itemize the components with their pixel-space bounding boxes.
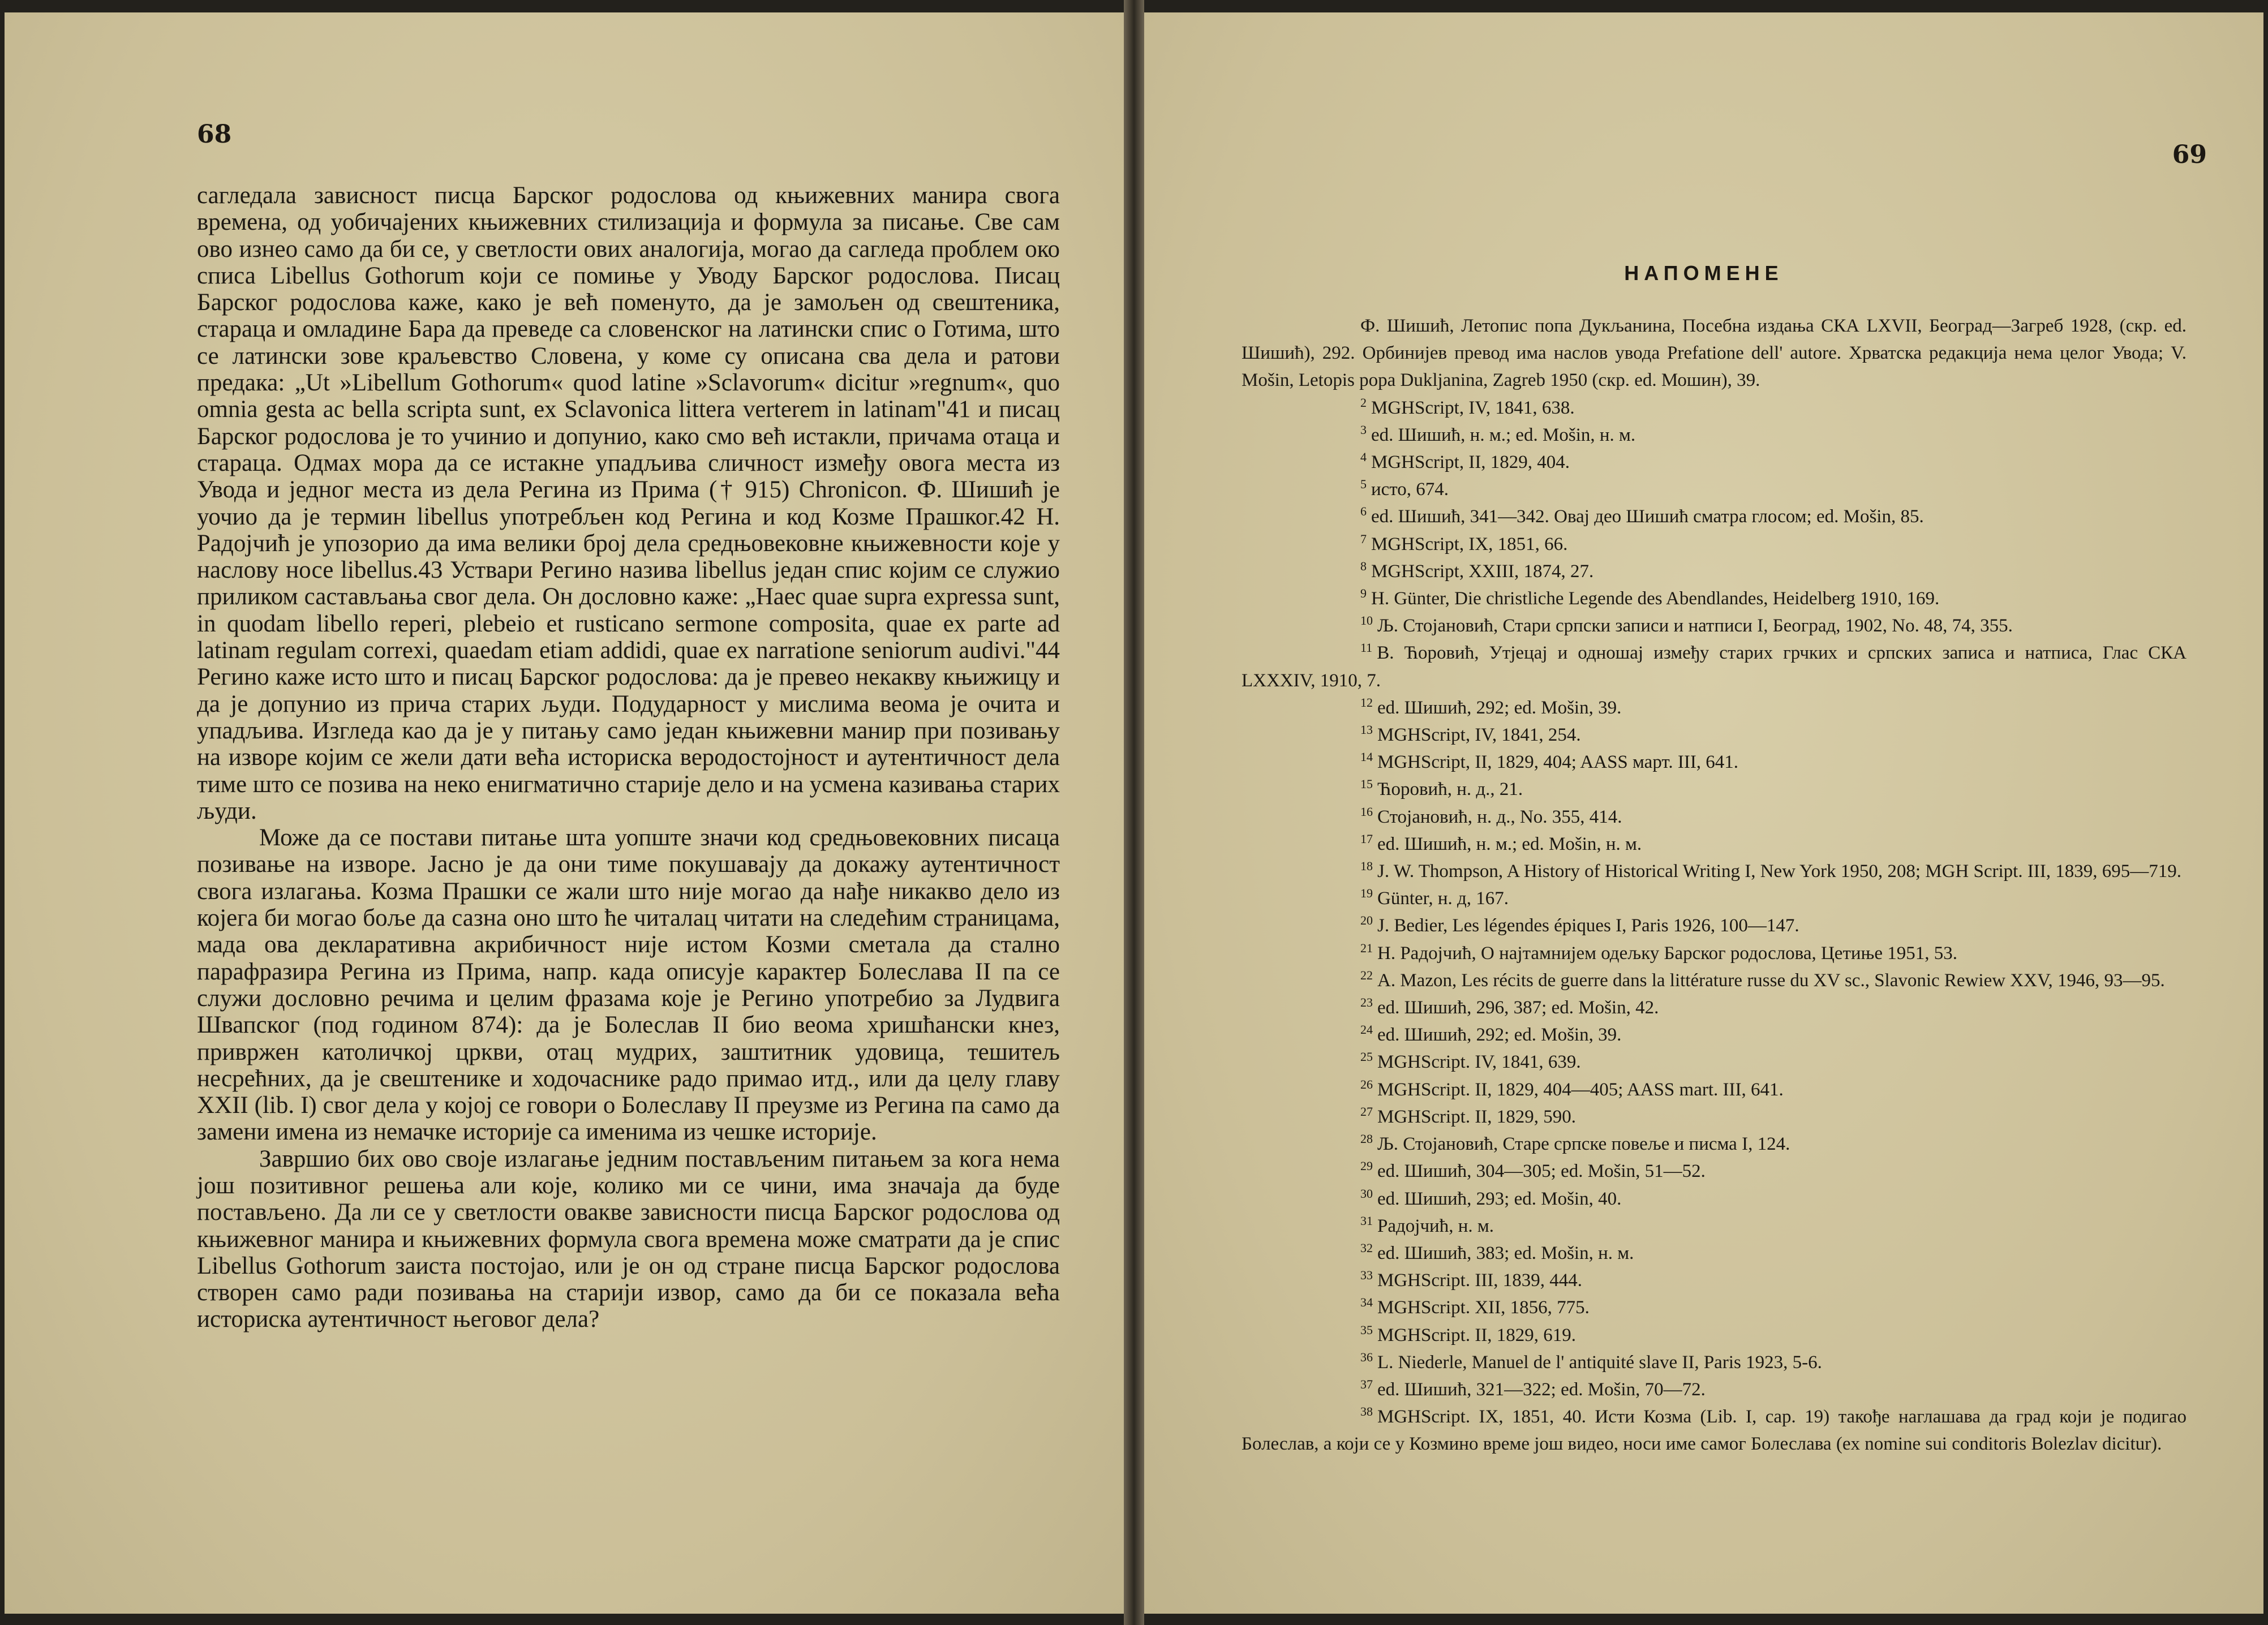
footnote-text: Љ. Стојановић, Стари српски записи и натписи I, Београд, 1902, No. 48, 74, 355. bbox=[1377, 616, 2013, 637]
footnote-number: 35 bbox=[1360, 1322, 1373, 1337]
footnote-number: 32 bbox=[1360, 1240, 1373, 1255]
paragraph: Завршио бих ово своје излагање једним постављеним питањем за кога нема још позитивног решења али које, колико ми се чини, има значаја да буде постављено. Да ли се у светлости овакве зависности писца Барског родослова од књижевног манира и књижевних формула свога времена може сматрати да је спис Libellus Gothorum заиста постојао, или је он од стране писца Барског родослова створен само ради позивања на старији извор, само да би се показала већа историска аутентичност његовог дела? bbox=[197, 1145, 1060, 1333]
footnote-text: ed. Шишић, 321—322; ed. Mošin, 70—72. bbox=[1377, 1379, 1706, 1400]
footnote-text: В. Ћоровић, Утјецај и одношај између старих грчких и српских записа и натписа, Глас СКА LXXXIV, 1910, 7. bbox=[1242, 643, 2187, 691]
footnote bbox=[1242, 994, 2187, 1021]
footnote-text: ed. Шишић, н. м.; ed. Mošin, н. м. bbox=[1377, 833, 1642, 854]
footnote-number: 16 bbox=[1360, 804, 1373, 819]
footnote bbox=[1242, 912, 2187, 939]
footnote-text: ed. Шишић, 341—342. Овај део Шишић сматра глосом; ed. Mošin, 85. bbox=[1371, 506, 1924, 527]
footnote bbox=[1242, 1130, 2187, 1158]
footnote-number: 36 bbox=[1360, 1349, 1373, 1364]
footnote bbox=[1242, 312, 2187, 394]
footnote bbox=[1242, 1185, 2187, 1213]
footnote-number: 9 bbox=[1360, 586, 1367, 601]
footnote-number: 17 bbox=[1360, 831, 1373, 846]
body-text bbox=[197, 182, 1060, 1333]
footnote bbox=[1242, 558, 2187, 585]
footnote-text: Ф. Шишић, Летопис попа Дукљанина, Посебна издања СКА LXVII, Београд—Загреб 1928, (скр. ed. Шишић), 292. Орбинијев превод има наслов увода Prefatione dell' autore. Хрватска редакција нема целог Увода; V. Mošin, Letopis popa Dukljanina, Zagreb 1950 (скр. ed. Мошин), 39. bbox=[1242, 316, 2187, 391]
footnote-number: 14 bbox=[1360, 750, 1373, 764]
footnote bbox=[1242, 503, 2187, 530]
footnote bbox=[1242, 1076, 2187, 1103]
footnote-number: 11 bbox=[1360, 640, 1373, 655]
footnote-number: 37 bbox=[1360, 1377, 1373, 1391]
footnote-text: J. W. Thompson, A History of Historical Writing I, New York 1950, 208; MGH Script. III, 1839, 695—719. bbox=[1377, 861, 2182, 882]
footnote bbox=[1242, 1403, 2187, 1458]
footnote-text: H. Günter, Die christliche Legende des Abendlandes, Heidelberg 1910, 169. bbox=[1371, 588, 1940, 609]
footnote bbox=[1242, 1048, 2187, 1076]
footnote-number: 13 bbox=[1360, 723, 1373, 737]
footnote bbox=[1242, 1294, 2187, 1321]
footnote-text: ed. Шишић, 304—305; ed. Mošin, 51—52. bbox=[1377, 1161, 1706, 1182]
footnote-number: 19 bbox=[1360, 886, 1373, 901]
footnote-text: MGHScript, XXIII, 1874, 27. bbox=[1371, 561, 1594, 582]
footnote-number: 3 bbox=[1360, 422, 1367, 437]
notes-list bbox=[1242, 312, 2187, 1458]
footnote-number: 7 bbox=[1360, 531, 1367, 546]
footnote bbox=[1242, 831, 2187, 858]
footnote-text: ed. Шишић, 292; ed. Mošin, 39. bbox=[1377, 697, 1622, 718]
footnote bbox=[1242, 1267, 2187, 1294]
footnote bbox=[1242, 422, 2187, 449]
footnote-number: 22 bbox=[1360, 968, 1373, 982]
footnote-text: MGHScript, II, 1829, 404; AASS март. III, 641. bbox=[1377, 752, 1739, 773]
footnote bbox=[1242, 531, 2187, 558]
footnote bbox=[1242, 803, 2187, 831]
footnote-number: 8 bbox=[1360, 558, 1367, 573]
footnote bbox=[1242, 585, 2187, 612]
footnote-text: Ћоровић, н. д., 21. bbox=[1377, 779, 1523, 800]
footnote bbox=[1242, 1349, 2187, 1376]
footnote-number: 12 bbox=[1360, 695, 1373, 710]
footnote bbox=[1242, 940, 2187, 967]
footnote-number: 18 bbox=[1360, 859, 1373, 874]
footnote-number: 31 bbox=[1360, 1213, 1373, 1228]
footnote-text: ed. Шишић, 293; ed. Mošin, 40. bbox=[1377, 1188, 1622, 1209]
footnote-number: 29 bbox=[1360, 1159, 1373, 1173]
footnote-text: ed. Шишић, 292; ed. Mošin, 39. bbox=[1377, 1025, 1622, 1046]
footnote-text: Љ. Стојановић, Старе српске повеље и писма I, 124. bbox=[1377, 1134, 1790, 1155]
footnote-text: исто, 674. bbox=[1371, 479, 1449, 500]
footnote-number: 21 bbox=[1360, 940, 1373, 955]
page-number: 68 bbox=[197, 120, 232, 149]
footnote-text: Радојчић, н. м. bbox=[1377, 1215, 1494, 1236]
footnote bbox=[1242, 1158, 2187, 1185]
footnote-number: 10 bbox=[1360, 613, 1373, 628]
paragraph: сагледала зависност писца Барског родослова од књижевних манира свога времена, од уобичајених књижевних стилизација и формула за писање. Све сам ово изнео само да би се, у светлости ових аналогија, могао да сагледа проблем око списа Libellus Gothorum који се помиње у Уводу Барског родослова. Писац Барског родослова каже, како је већ поменуто, да је замољен од свештеника, стараца и омладине Бара да преведе са словенског на латински спис о Готима, што се латински зове краљевство Словена, у коме су описана сва дела и ратови предака: „Ut »Libellum Gothorum« quod latine »Sclavorum« dicitur »regnum«, quo omnia gesta ac bella scripta sunt, ex Sclavonica littera verterem in latinam"41 и писац Барског родослова је то учинио и допунио, како смо већ истакли, причама отаца и стараца. Одмах мора да се истакне упадљива сличност између овога места из Увода и једног места из дела Регина из Прима († 915) Chronicon. Ф. Шишић је уочио да је термин libellus употребљен код Регина и код Козме Прашког.42 Н. Радојчић је упозорио да има велики број дела средњовековне књижевности које у наслову носе libellus.43 Уствари Регино назива libellus један спис којим се служио приликом састављања свог дела. Он дословно каже: „Haec quae supra expressa sunt, in quodam libello reperi, plebeio et rusticano sermone composita, quae ex parte ad latinam regulam correxi, quaedam etiam addidi, quae ex narratione seniorum audivi."44 Регино каже исто што и писац Барског родослова: да је превео некакву књижицу и да је допунио из прича старих људи. Подударност у мислима веома је очита и упадљива. Изгледа као да је у питању само један књижевни манир при позивању на изворе којим се жели дати већа историска веродостојност и аутентичност дела тиме што се позива на неко енигматично старије дело и на усмена казивања старих људи. bbox=[197, 182, 1060, 824]
footnote-text: MGHScript, IV, 1841, 638. bbox=[1371, 397, 1575, 418]
footnote-text: MGHScript, IX, 1851, 66. bbox=[1371, 534, 1568, 554]
footnote-number: 20 bbox=[1360, 913, 1373, 928]
footnote-text: ed. Шишић, 383; ed. Mošin, н. м. bbox=[1377, 1243, 1634, 1263]
footnote bbox=[1242, 749, 2187, 776]
footnote bbox=[1242, 885, 2187, 912]
footnote bbox=[1242, 449, 2187, 476]
footnote bbox=[1242, 776, 2187, 803]
footnote-number: 34 bbox=[1360, 1295, 1373, 1310]
footnote-number: 27 bbox=[1360, 1104, 1373, 1119]
footnote-number: 15 bbox=[1360, 777, 1373, 792]
footnote-text: ed. Шишић, 296, 387; ed. Mošin, 42. bbox=[1377, 998, 1659, 1018]
footnote-text: MGHScript. IV, 1841, 639. bbox=[1377, 1052, 1581, 1073]
footnote bbox=[1242, 394, 2187, 422]
book-gutter bbox=[1124, 0, 1144, 1625]
footnote bbox=[1242, 639, 2187, 694]
footnote-number: 2 bbox=[1360, 395, 1367, 410]
footnote-text: ed. Шишић, н. м.; ed. Mošin, н. м. bbox=[1371, 424, 1636, 445]
footnote-number: 6 bbox=[1360, 504, 1367, 519]
footnote-number: 33 bbox=[1360, 1268, 1373, 1283]
footnote-text: MGHScript. XII, 1856, 775. bbox=[1377, 1297, 1590, 1318]
footnote bbox=[1242, 967, 2187, 994]
footnote bbox=[1242, 1322, 2187, 1349]
left-page bbox=[5, 12, 1124, 1614]
footnote bbox=[1242, 858, 2187, 885]
footnote bbox=[1242, 1213, 2187, 1240]
footnote-text: MGHScript. II, 1829, 619. bbox=[1377, 1325, 1577, 1345]
footnote-text: A. Mazon, Les récits de guerre dans la littérature russe du XV sc., Slavonic Rewiew XXV, 1946, 93—95. bbox=[1377, 970, 2165, 991]
paragraph: Може да се постави питање шта уопште значи код средњовековних писаца позивање на изворе. Јасно је да они тиме покушавају да докажу аутентичност свога излагања. Козма Прашки се жали што није могао да нађе никакво дело из којега би могао боље да сазна оно што ће читалац читати на следећим страницама, мада ова декларативна акрибичност није истом Козми сметала да стално парафразира Регина из Прима, напр. када описује карактер Болеслава II па се служи дословно речима и целим фразама које је Регино употребио за Лудвига Швапског (под годином 874): да је Болеслав II био веома хришћански кнез, привржен католичкој цркви, отац мудрих, заштитник удовица, тешитељ несрећних, да је свештенике и ходочаснике радо примао итд., или да целу главу XXII (lib. I) свог дела у којој се говори о Болеславу II преузме из Регина па само да замени имена из немачке историје са именима из чешке историје. bbox=[197, 824, 1060, 1146]
footnote-text: MGHScript, II, 1829, 404. bbox=[1371, 452, 1570, 473]
footnote-text: MGHScript. II, 1829, 404—405; AASS mart. III, 641. bbox=[1377, 1079, 1784, 1100]
footnote-text: MGHScript. III, 1839, 444. bbox=[1377, 1270, 1583, 1291]
footnote-number: 25 bbox=[1360, 1050, 1373, 1064]
footnote-text: MGHScript, IV, 1841, 254. bbox=[1377, 725, 1581, 746]
footnote-number: 30 bbox=[1360, 1186, 1373, 1201]
footnote-number: 28 bbox=[1360, 1132, 1373, 1146]
footnote-number: 4 bbox=[1360, 450, 1367, 465]
footnote-number: 5 bbox=[1360, 477, 1367, 492]
footnote bbox=[1242, 721, 2187, 749]
footnote bbox=[1242, 694, 2187, 721]
footnote bbox=[1242, 612, 2187, 639]
footnote-text: Günter, н. д, 167. bbox=[1377, 888, 1509, 909]
footnote bbox=[1242, 1103, 2187, 1130]
footnote-number: 23 bbox=[1360, 995, 1373, 1010]
footnote-number: 24 bbox=[1360, 1022, 1373, 1037]
footnote-text: L. Niederle, Manuel de l' antiquité slave II, Paris 1923, 5-6. bbox=[1377, 1352, 1822, 1373]
footnote-text: J. Bedier, Les légendes épiques I, Paris 1926, 100—147. bbox=[1377, 915, 1799, 936]
footnote bbox=[1242, 1240, 2187, 1267]
footnote-text: MGHScript. IX, 1851, 40. Исти Козма (Lib. I, cap. 19) такође наглашава да град који је подигао Болеслав, а који се у Козмино време још видео, носи име самог Болеслава (ex nomine sui conditoris Bolezlav dicitur). bbox=[1242, 1407, 2187, 1455]
footnote bbox=[1242, 1021, 2187, 1048]
footnote-text: MGHScript. II, 1829, 590. bbox=[1377, 1106, 1577, 1127]
notes-heading: НАПОМЕНЕ bbox=[1624, 261, 1784, 285]
footnote bbox=[1242, 476, 2187, 503]
footnote-number: 38 bbox=[1360, 1404, 1373, 1419]
footnote-number: 26 bbox=[1360, 1077, 1373, 1091]
footnote bbox=[1242, 1376, 2187, 1403]
page-number: 69 bbox=[2172, 140, 2207, 169]
footnote-text: Стојановић, н. д., No. 355, 414. bbox=[1377, 806, 1622, 827]
right-page bbox=[1144, 12, 2263, 1614]
footnote-text: Н. Радојчић, О најтамнијем одељку Барског родослова, Цетиње 1951, 53. bbox=[1377, 943, 1958, 964]
